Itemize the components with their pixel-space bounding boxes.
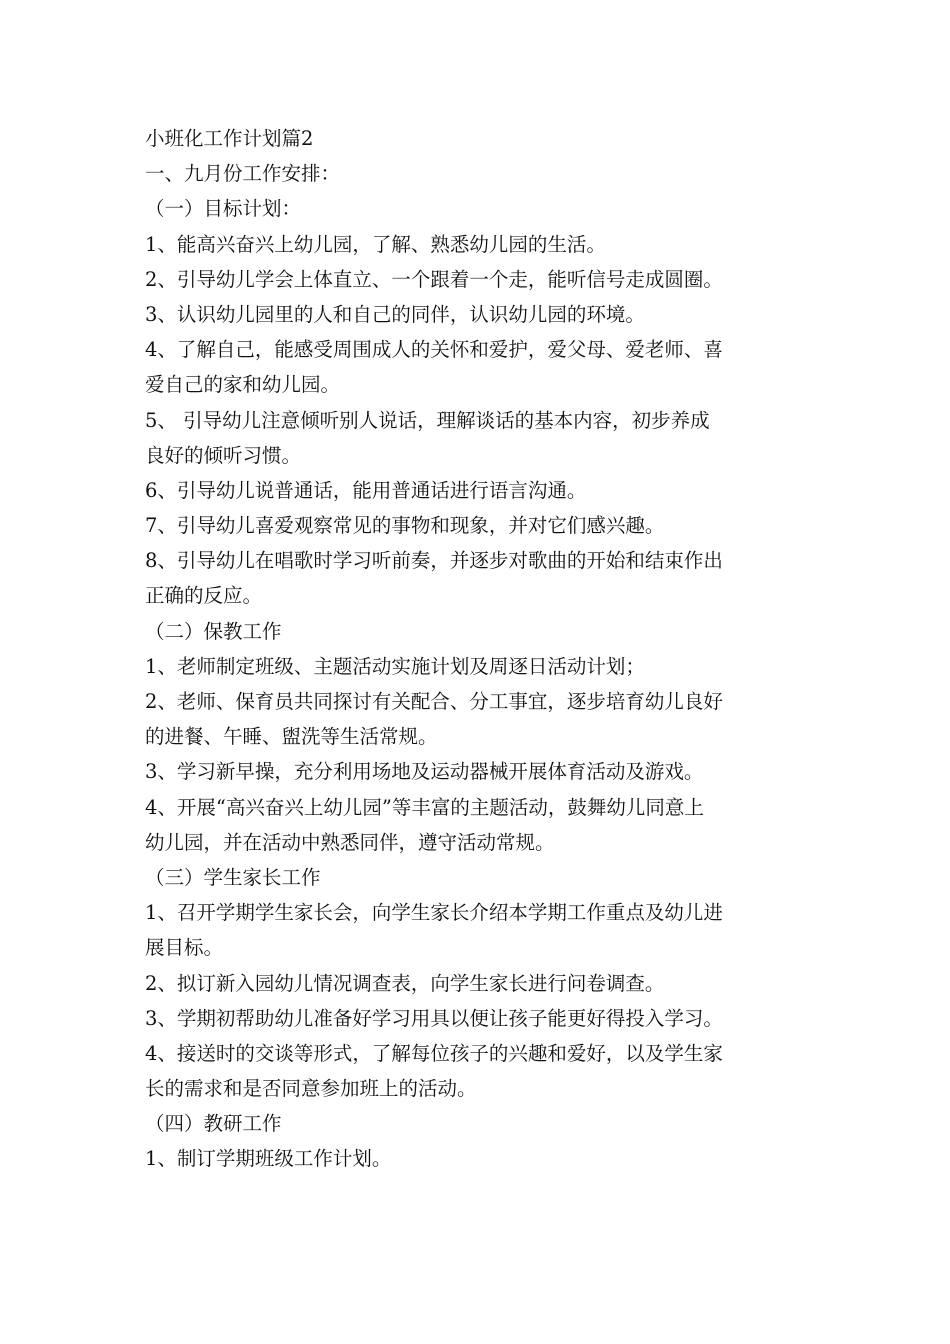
- care-item-1: 1、老师制定班级、主题活动实施计划及周逐日活动计划；: [145, 654, 645, 678]
- care-item-3: 3、学习新早操，充分利用场地及运动器械开展体育活动及游戏。: [145, 760, 704, 784]
- section-heading-september: 一、九月份工作安排：: [145, 162, 341, 186]
- care-item-2: 2、老师、保育员共同探讨有关配合、分工事宜，逐步培育幼儿良好: [145, 690, 723, 713]
- goal-item-8: 8、引导幼儿在唱歌时学习听前奏，并逐步对歌曲的开始和结束作出: [145, 549, 723, 573]
- goal-item-4: 4、了解自己，能感受周围成人的关怀和爱护，爱父母、爱老师、喜: [145, 338, 723, 362]
- care-item-4-cont: 幼儿园，并在活动中熟悉同伴，遵守活动常规。: [145, 830, 555, 854]
- document-title: 小班化工作计划篇2: [145, 127, 314, 150]
- document-body: [145, 121, 810, 1177]
- goal-item-7: 7、引导幼儿喜爱观察常见的事物和现象，并对它们感兴趣。: [145, 514, 665, 538]
- subsection-heading-goals: （一）目标计划：: [145, 197, 302, 221]
- parents-item-1-cont: 展目标。: [145, 936, 224, 960]
- care-item-4: 4、开展“高兴奋兴上幼儿园”等丰富的主题活动，鼓舞幼儿同意上: [145, 795, 704, 819]
- goal-item-6: 6、引导幼儿说普通话，能用普通话进行语言沟通。: [145, 478, 587, 502]
- goal-item-5-cont: 良好的倾听习惯。: [145, 443, 302, 467]
- parents-item-3: 3、学期初帮助幼儿准备好学习用具以便让孩子能更好得投入学习。: [145, 1006, 723, 1030]
- parents-item-2: 2、拟订新入园幼儿情况调查表，向学生家长进行问卷调查。: [145, 971, 665, 995]
- research-item-1: 1、制订学期班级工作计划。: [145, 1147, 392, 1171]
- goal-item-5: 5、 引导幼儿注意倾听别人说话，理解谈话的基本内容，初步养成: [145, 408, 710, 432]
- goal-item-2: 2、引导幼儿学会上体直立、一个跟着一个走，能听信号走成圆圈。: [145, 267, 723, 291]
- goal-item-8-cont: 正确的反应。: [145, 584, 263, 608]
- parents-item-4-cont: 长的需求和是否同意参加班上的活动。: [145, 1077, 477, 1101]
- subsection-heading-parents: （三）学生家长工作: [145, 865, 321, 889]
- subsection-heading-care: （二）保教工作: [145, 619, 282, 643]
- goal-item-1: 1、能高兴奋兴上幼儿园，了解、熟悉幼儿园的生活。: [145, 232, 606, 256]
- goal-item-4-cont: 爱自己的家和幼儿园。: [145, 373, 341, 397]
- parents-item-4: 4、接送时的交谈等形式，了解每位孩子的兴趣和爱好，以及学生家: [145, 1041, 723, 1065]
- care-item-2-cont: 的进餐、午睡、盥洗等生活常规。: [145, 725, 438, 749]
- subsection-heading-research: （四）教研工作: [145, 1112, 282, 1136]
- goal-item-3: 3、认识幼儿园里的人和自己的同伴，认识幼儿园的环境。: [145, 302, 645, 326]
- parents-item-1: 1、召开学期学生家长会，向学生家长介绍本学期工作重点及幼儿进: [145, 901, 723, 925]
